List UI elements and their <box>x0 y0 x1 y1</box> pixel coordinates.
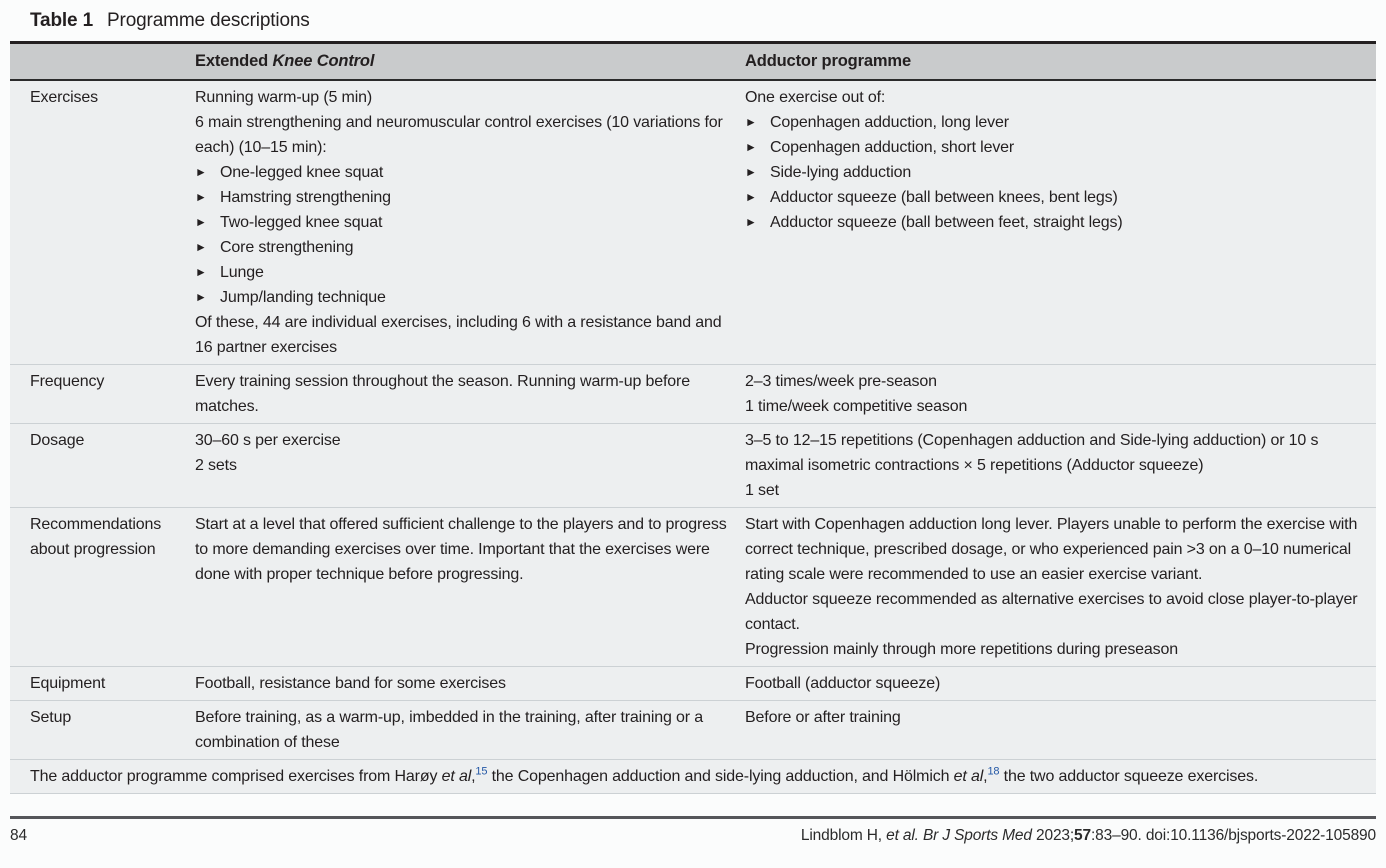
bullet-line <box>745 110 1362 135</box>
cell-line: 1 set <box>745 482 779 499</box>
header-extended-knee-control <box>195 51 745 72</box>
frequency-knee-control-cell <box>195 369 745 419</box>
citation-authors: Lindblom H, <box>800 827 887 844</box>
bullet-icon: ► <box>745 215 757 229</box>
cell-line: Copenhagen adduction, short lever <box>770 139 1015 156</box>
bullet-icon: ► <box>195 215 207 229</box>
bullet-line <box>195 260 731 285</box>
cell-line: Adductor squeeze (ball between knees, bent legs) <box>770 189 1118 206</box>
bullet-icon: ► <box>195 290 207 304</box>
bullet-icon: ► <box>745 165 757 179</box>
bullet-line <box>195 210 731 235</box>
table-row-exercises <box>10 81 1376 365</box>
citation-volume: 57 <box>1074 827 1091 844</box>
bullet-icon: ► <box>745 190 757 204</box>
reference-link-18[interactable]: 18 <box>987 765 1000 778</box>
cell-line: Football (adductor squeeze) <box>745 675 941 692</box>
table-title-text: Programme descriptions <box>107 10 310 31</box>
cell-line: 2 sets <box>195 457 237 474</box>
table-row-frequency <box>10 365 1376 424</box>
table-header-row <box>10 44 1376 81</box>
bullet-line <box>195 235 731 260</box>
bullet-line <box>195 160 731 185</box>
footnote-text: the two adductor squeeze exercises. <box>999 768 1259 785</box>
bullet-line <box>745 160 1362 185</box>
table-row-setup <box>10 701 1376 760</box>
table-row-dosage <box>10 424 1376 508</box>
cell-line: Running warm-up (5 min) <box>195 89 373 106</box>
dosage-adductor-cell <box>745 428 1376 503</box>
header-adductor-programme: Adductor programme <box>745 52 911 70</box>
cell-line: 6 main strengthening and neuromuscular control exercises (10 variations for each) (10–15 min): <box>195 114 723 156</box>
footnote-text: The adductor programme comprised exercises from Harøy <box>30 768 442 785</box>
cell-line: 30–60 s per exercise <box>195 432 341 449</box>
bullet-icon: ► <box>195 265 207 279</box>
bullet-line <box>745 185 1362 210</box>
footnote-etal: et al <box>441 768 472 785</box>
footnote-etal: et al <box>953 768 984 785</box>
recommendations-knee-control-cell <box>195 512 745 662</box>
row-label: Recommendations about progression <box>30 516 162 558</box>
bullet-icon: ► <box>745 115 757 129</box>
cell-line: Adductor squeeze (ball between feet, straight legs) <box>770 214 1123 231</box>
cell-line: Before training, as a warm-up, imbedded in the training, after training or a combination of these <box>195 709 703 751</box>
footnote-text: , <box>471 768 476 785</box>
cell-line: Copenhagen adduction, long lever <box>770 114 1009 131</box>
frequency-adductor-cell <box>745 369 1376 419</box>
bullet-line <box>195 185 731 210</box>
table-title <box>10 0 1376 41</box>
setup-adductor-cell <box>745 705 1376 755</box>
cell-line: Hamstring strengthening <box>220 189 391 206</box>
cell-line: 3–5 to 12–15 repetitions (Copenhagen adduction and Side-lying adduction) or 10 s maximal isometric contractions × 5 repetitions (Adductor squeeze) <box>745 432 1319 474</box>
cell-line: Every training session throughout the season. Running warm-up before matches. <box>195 373 690 415</box>
cell-line: Start at a level that offered sufficient challenge to the players and to progress to more demanding exercises over time. Important that the exercises were done with proper technique before progressing. <box>195 516 727 583</box>
setup-knee-control-cell <box>195 705 745 755</box>
bullet-icon: ► <box>195 240 207 254</box>
cell-line: Before or after training <box>745 709 901 726</box>
cell-line: One-legged knee squat <box>220 164 384 181</box>
bullet-line <box>745 135 1362 160</box>
exercises-knee-control-cell <box>195 85 745 360</box>
header-col1-prefix: Extended <box>195 52 273 70</box>
recommendations-adductor-cell <box>745 512 1376 662</box>
row-label: Frequency <box>30 373 105 390</box>
bullet-icon: ► <box>195 190 207 204</box>
cell-line: Side-lying adduction <box>770 164 912 181</box>
bullet-icon: ► <box>195 165 207 179</box>
page-number: 84 <box>10 827 27 844</box>
exercises-adductor-cell <box>745 85 1376 360</box>
cell-line: Adductor squeeze recommended as alternative exercises to avoid close player-to-player contact. <box>745 591 1358 633</box>
cell-line: Core strengthening <box>220 239 354 256</box>
citation-journal: et al. Br J Sports Med <box>886 827 1032 844</box>
header-col1-italic: Knee Control <box>272 52 375 70</box>
dosage-knee-control-cell <box>195 428 745 503</box>
equipment-adductor-cell <box>745 671 1376 696</box>
cell-line: Football, resistance band for some exercises <box>195 675 506 692</box>
footnote-text: , <box>983 768 988 785</box>
footnote-text: the Copenhagen adduction and side-lying adduction, and Hölmich <box>487 768 954 785</box>
table-row-equipment <box>10 667 1376 701</box>
header-empty-cell <box>10 51 195 72</box>
citation-year: 2023; <box>1031 827 1075 844</box>
cell-line: Jump/landing technique <box>220 289 386 306</box>
row-label: Setup <box>30 709 72 726</box>
bullet-icon: ► <box>745 140 757 154</box>
page-footer <box>10 819 1376 845</box>
equipment-knee-control-cell <box>195 671 745 696</box>
cell-line: Of these, 44 are individual exercises, including 6 with a resistance band and 16 partner exercises <box>195 314 722 356</box>
table-row-recommendations <box>10 508 1376 667</box>
cell-line: Two-legged knee squat <box>220 214 383 231</box>
cell-line: 1 time/week competitive season <box>745 398 968 415</box>
cell-line: One exercise out of: <box>745 89 886 106</box>
table-footnote <box>10 760 1376 794</box>
citation <box>801 827 1376 845</box>
row-label: Dosage <box>30 432 85 449</box>
programme-table <box>10 41 1376 794</box>
table-number: Table 1 <box>30 10 94 31</box>
cell-line: 2–3 times/week pre-season <box>745 373 937 390</box>
cell-line: Progression mainly through more repetitions during preseason <box>745 641 1179 658</box>
row-label: Exercises <box>30 89 99 106</box>
citation-doi: :83–90. doi:10.1136/bjsports-2022-105890 <box>1091 827 1376 844</box>
bullet-line <box>195 285 731 310</box>
reference-link-15[interactable]: 15 <box>475 765 488 778</box>
cell-line: Lunge <box>220 264 264 281</box>
bullet-line <box>745 210 1362 235</box>
row-label: Equipment <box>30 675 106 692</box>
cell-line: Start with Copenhagen adduction long lever. Players unable to perform the exercise with correct technique, prescribed dosage, or who experienced pain >3 on a 0–10 numerical rating scale were recommended to use an easier exercise variant. <box>745 516 1358 583</box>
